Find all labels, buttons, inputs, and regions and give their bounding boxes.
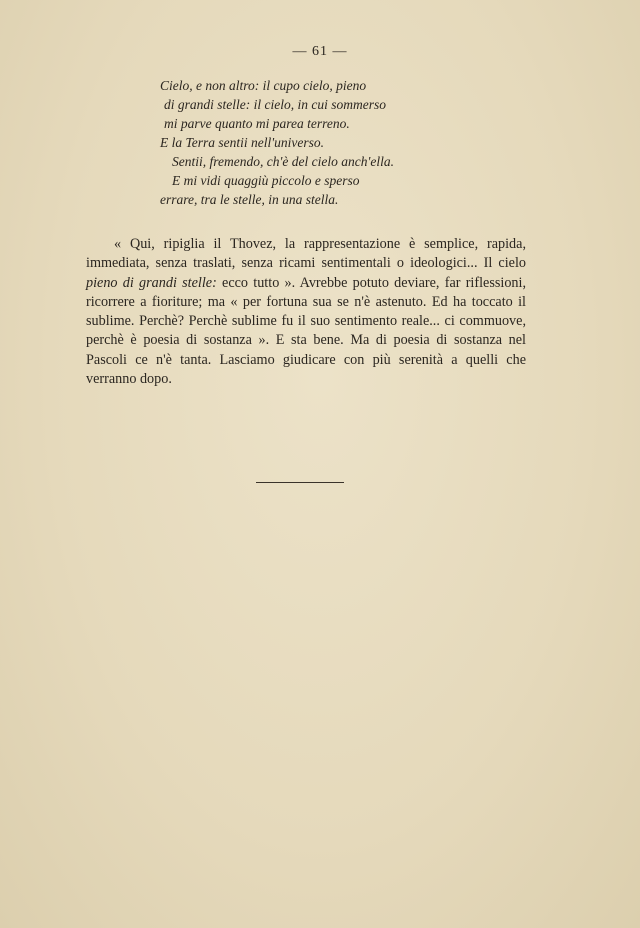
paragraph-text: ecco tutto ». Avrebbe potuto deviare, far riflessioni, ricorrere a fioriture; ma « per fortuna sua se n'è astenuto. Ed ha toccato il sublime. Perchè? Perchè sublime fu il suo sentimento reale... ci commuove, perchè è poesia di sostanza ». E sta bene. Ma di poesia di sostanza nel Pascoli ce n'è tanta. Lasciamo giudicare con più serenità a quelli che verranno dopo.: [86, 274, 526, 388]
page-number: — 61 —: [292, 44, 348, 59]
section-divider: [256, 482, 344, 483]
emphasized-quote: pieno di grandi stelle:: [86, 274, 217, 291]
poem-line: Sentii, fremendo, ch'è del cielo anch'ella.: [172, 154, 394, 169]
poem-line: errare, tra le stelle, in una stella.: [160, 192, 339, 207]
poem-line: E la Terra sentii nell'universo.: [160, 135, 325, 150]
poem-line: E mi vidi quaggiù piccolo e sperso: [172, 173, 360, 188]
commentary-paragraph: [86, 235, 526, 389]
poem-line: di grandi stelle: il cielo, in cui sommerso: [164, 97, 386, 112]
paragraph-text: « Qui, ripiglia il Thovez, la rappresentazione è semplice, rapida, immediata, senza traslati, senza ricami sentimentali o ideologici... Il cielo: [86, 236, 526, 272]
poem-line: mi parve quanto mi parea terreno.: [164, 116, 350, 131]
poem-line: Cielo, e non altro: il cupo cielo, pieno: [160, 78, 367, 93]
